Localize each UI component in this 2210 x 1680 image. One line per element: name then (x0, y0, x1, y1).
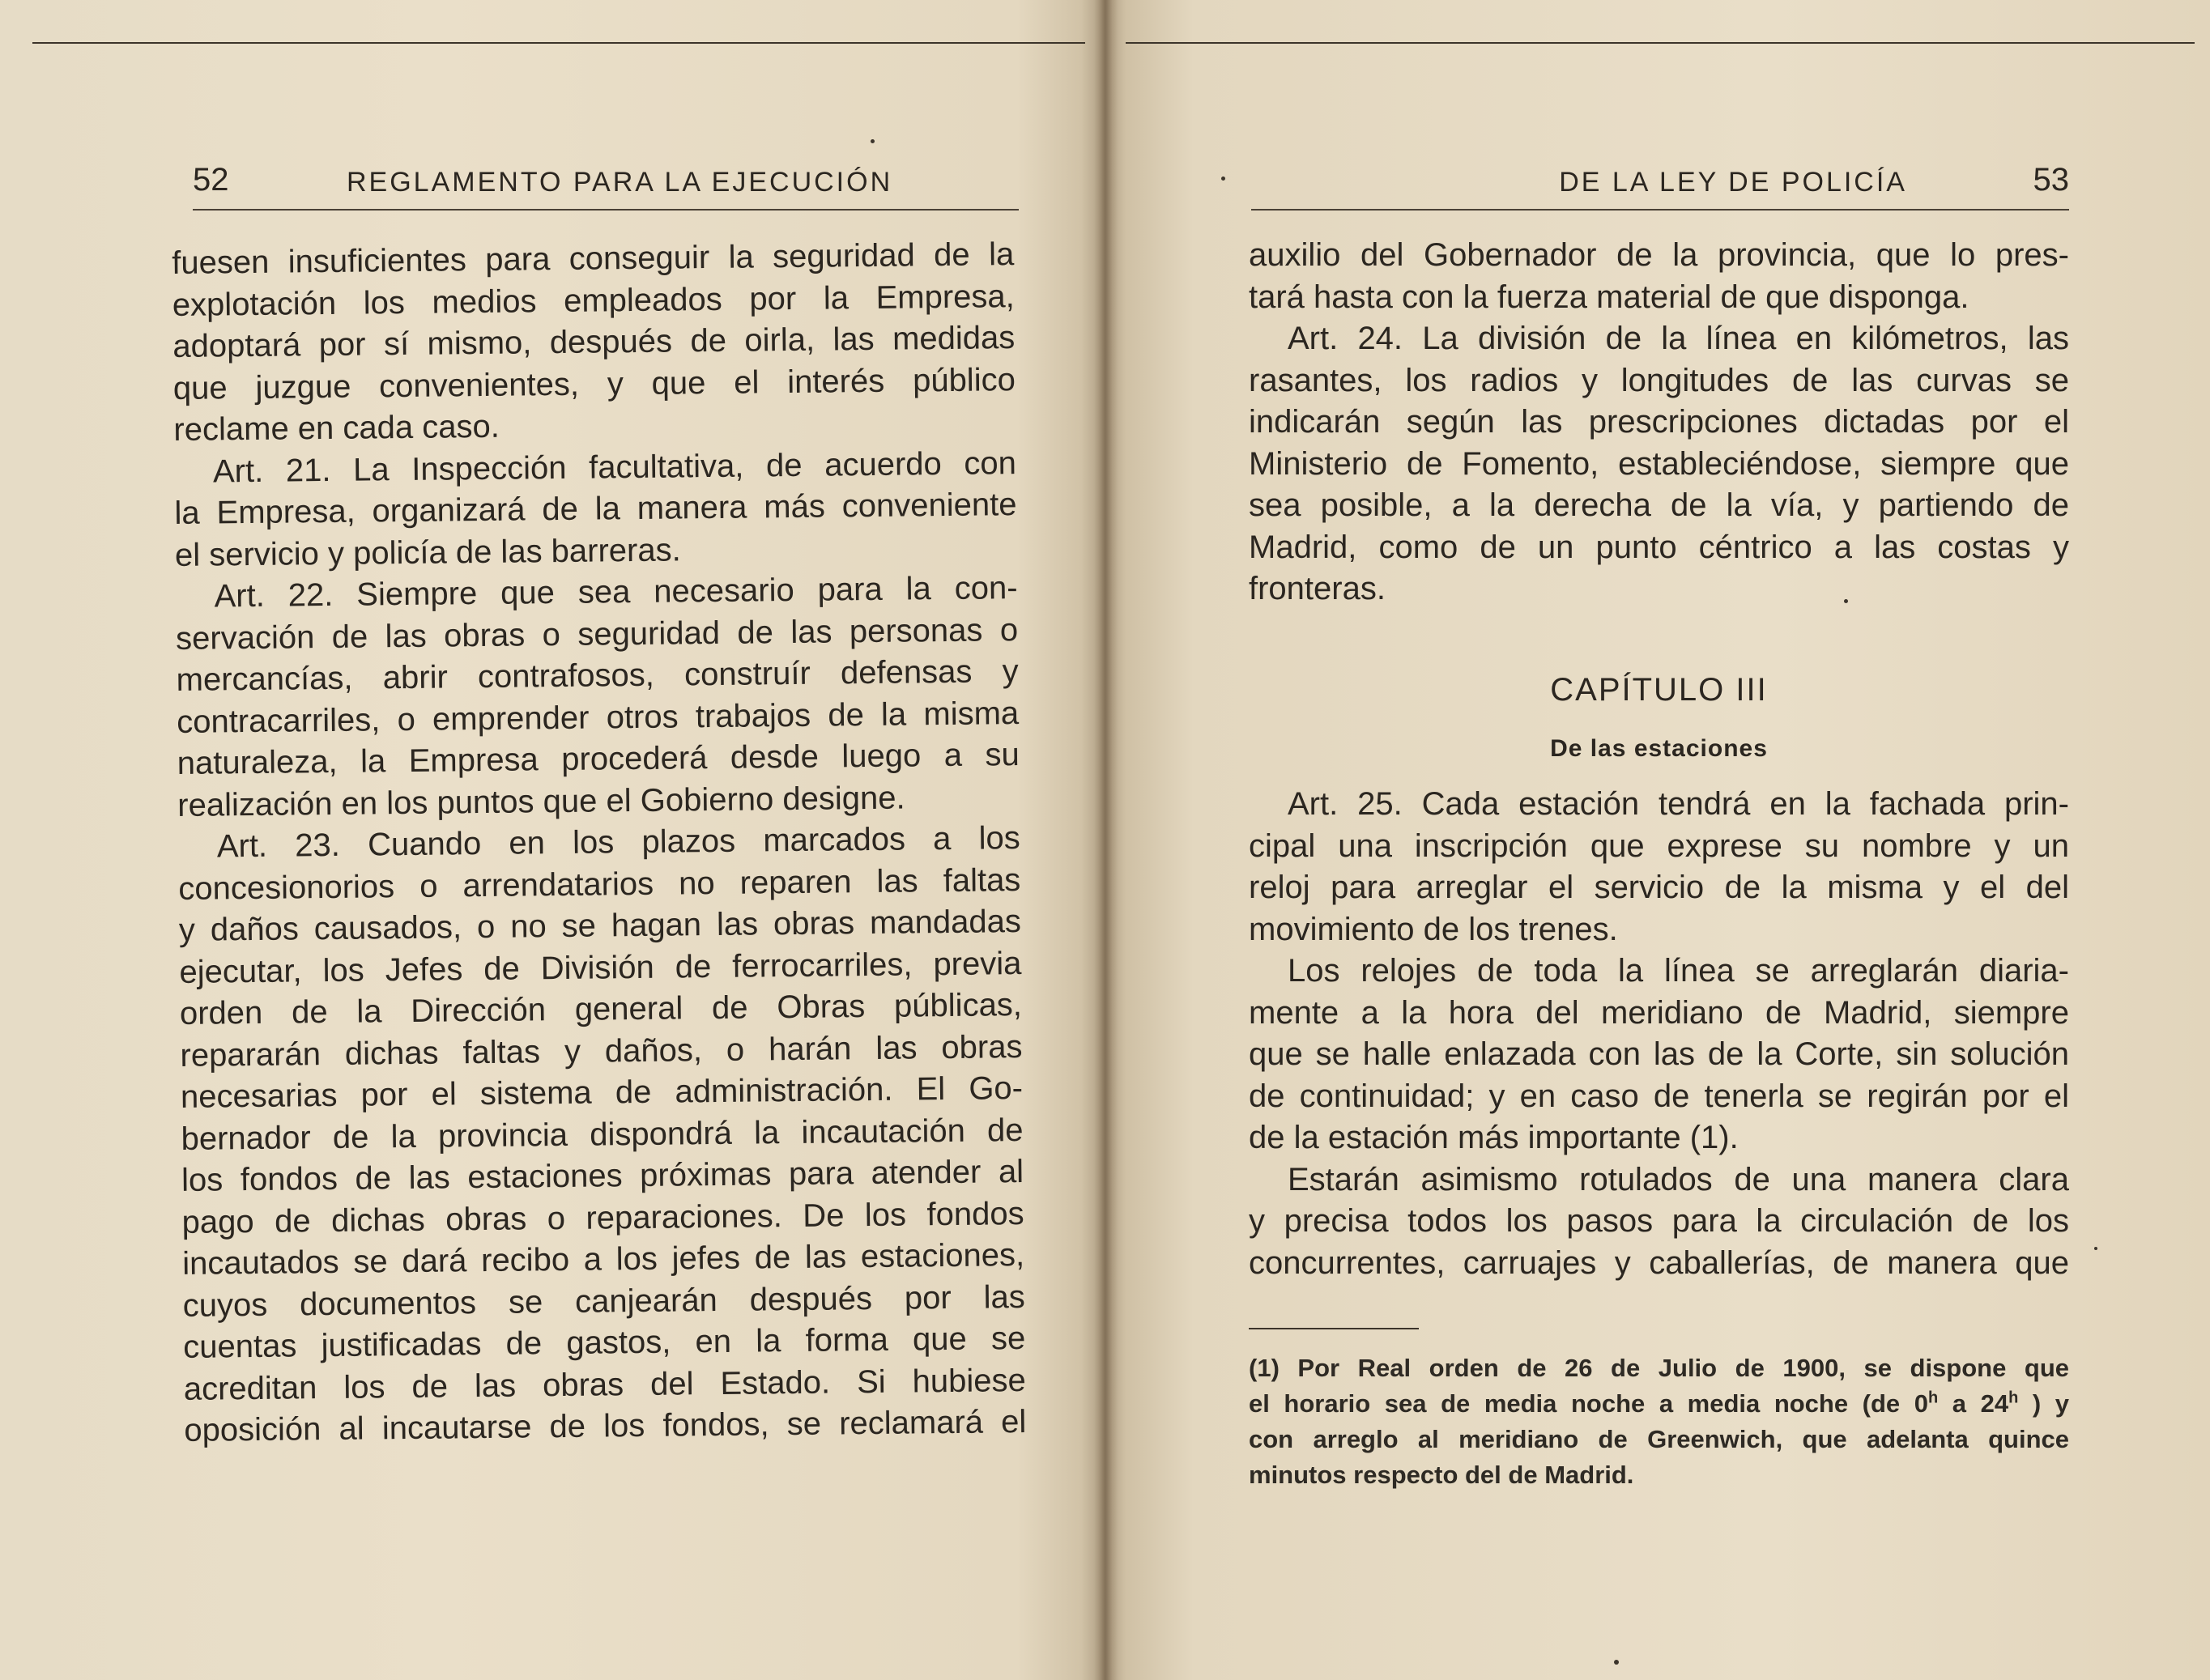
text-line: necesarias por el sistema de administración. El Go- (180, 1070, 1024, 1115)
top-rule (32, 42, 1085, 44)
text-line: adoptará por sí mismo, después de oirla, las medidas (172, 320, 1016, 364)
text-line: concurrentes, carruajes y caballerías, de manera que (1249, 1244, 2069, 1281)
text-line: que se halle enlazada con las de la Corte, sin solución (1249, 1036, 2069, 1072)
text-line: y precisa todos los pasos para la circulación de los (1249, 1203, 2069, 1239)
text-line: Art. 24. La división de la línea en kilómetros, las (1288, 321, 2069, 356)
text-line: reloj para arreglar el servicio de la misma y el del (1249, 870, 2069, 905)
footnote-text: el horario sea de media noche a media noche (de 0 (1249, 1389, 1928, 1418)
text-line: naturaleza, la Empresa procederá desde luego a su (177, 737, 1020, 781)
text-line: orden de la Dirección general de Obras públicas, (179, 987, 1023, 1031)
superscript: h (2008, 1389, 2019, 1407)
text-line: Art. 25. Cada estación tendrá en la fachada prin- (1288, 786, 2069, 822)
footnote-line: con arreglo al meridiano de Greenwich, que adelanta quince (1249, 1425, 2069, 1453)
header-rule (1251, 209, 2069, 211)
text-line: ejecutar, los Jefes de División de ferrocarriles, previa (179, 945, 1022, 990)
text-line: auxilio del Gobernador de la provincia, que lo pres- (1249, 237, 2069, 273)
right-page (1109, 0, 2210, 1680)
page-number: 53 (2033, 162, 2069, 198)
footnote-text: a 24 (1938, 1389, 2009, 1418)
running-header (1251, 162, 2069, 211)
footnote-line: (1) Por Real orden de 26 de Julio de 1900, se dispone que (1249, 1354, 2069, 1382)
text-line: de continuidad; y en caso de tenerla se regirán por el (1249, 1078, 2069, 1114)
chapter-subtitle: De las estaciones (1550, 735, 1768, 762)
text-line: reclame en cada caso. (173, 408, 500, 448)
footnote-rule (1249, 1328, 1419, 1329)
body-text-continued (1249, 784, 2069, 1284)
text-line: movimiento de los trenes. (1249, 911, 1618, 947)
text-line: incautados se dará recibo a los jefes de las estaciones, (181, 1237, 1025, 1282)
text-line: repararán dichas faltas y daños, o harán las obras (180, 1028, 1023, 1074)
text-line: concesionorios o arrendatarios no reparen las faltas (178, 861, 1021, 907)
superscript: h (1927, 1389, 1939, 1407)
paper-speck (1844, 599, 1848, 603)
text-line: explotación los medios empleados por la Empresa, (172, 278, 1015, 323)
text-line: sea posible, a la derecha de la vía, y partiendo de (1249, 487, 2069, 523)
text-line: realización en los puntos que el Gobierno designe. (177, 780, 905, 823)
text-line: rasantes, los radios y longitudes de las curvas se (1249, 362, 2069, 398)
text-line: cuyos documentos se canjearán después por las (182, 1278, 1025, 1324)
text-line: servación de las obras o seguridad de las personas o (175, 611, 1019, 657)
footnote-line (1249, 1386, 2069, 1422)
text-line: fronteras. (1249, 571, 1386, 606)
text-line: de la estación más importante (1). (1249, 1120, 1739, 1155)
text-line: cuentas justificadas de gastos, en la forma que se (183, 1321, 1026, 1365)
header-rule (193, 209, 1019, 211)
footnote (1249, 1350, 2069, 1493)
paper-speck (871, 139, 875, 143)
running-head-title: DE LA LEY DE POLICÍA (1559, 167, 1907, 198)
body-text (172, 234, 1027, 1452)
page-number: 52 (193, 162, 229, 198)
text-line: Art. 21. La Inspección facultativa, de acuerdo con (212, 444, 1017, 489)
running-header (193, 162, 1019, 211)
text-line: y daños causados, o no se hagan las obras mandadas (178, 904, 1022, 948)
text-line: cipal una inscripción que exprese su nombre y un (1249, 827, 2069, 864)
text-line: fuesen insuficientes para conseguir la seguridad de la (172, 236, 1015, 281)
text-line: la Empresa, organizará de la manera más conveniente (174, 487, 1017, 531)
text-line: Art. 23. Cuando en los plazos marcados a los (216, 820, 1020, 865)
text-line: mente a la hora del meridiano de Madrid, siempre (1249, 994, 2069, 1031)
text-line: tará hasta con la fuerza material de que disponga. (1249, 279, 1969, 315)
running-head-title: REGLAMENTO PARA LA EJECUCIÓN (347, 167, 893, 198)
text-line: bernador de la provincia dispondrá la incautación de (181, 1112, 1024, 1157)
footnote-line: minutos respecto del de Madrid. (1249, 1461, 1634, 1489)
text-line: Estarán asimismo rotulados de una manera clara (1288, 1161, 2069, 1197)
chapter-title: CAPÍTULO III (1550, 672, 1768, 708)
text-line: Ministerio de Fomento, estableciéndose, siempre que (1249, 445, 2069, 482)
top-rule (1126, 42, 2195, 44)
text-line: los fondos de las estaciones próximas para atender al (181, 1154, 1024, 1198)
text-line: mercancías, abrir contrafosos, construír defensas y (176, 653, 1019, 698)
paper-speck (1614, 1660, 1619, 1665)
paper-speck (2094, 1247, 2097, 1250)
text-line: Art. 22. Siempre que sea necesario para la con- (214, 570, 1018, 615)
text-line: contracarriles, o emprender otros trabajos de la misma (176, 695, 1020, 740)
left-page (0, 0, 1101, 1680)
text-line: Los relojes de toda la línea se arreglarán diaria- (1288, 953, 2069, 989)
footnote-text: ) y (2018, 1389, 2069, 1418)
text-line: pago de dichas obras o reparaciones. De los fondos (181, 1195, 1024, 1240)
text-line: indicarán según las prescripciones dictadas por el (1249, 404, 2069, 440)
paper-speck (1221, 177, 1225, 181)
text-line: Madrid, como de un punto céntrico a las costas y (1249, 529, 2069, 565)
body-text (1249, 235, 2069, 610)
text-line: oposición al incautarse de los fondos, se reclamará el (184, 1404, 1027, 1448)
text-line: acreditan los de las obras del Estado. Si hubiese (183, 1362, 1026, 1407)
text-line: que juzgue convenientes, y que el interés público (172, 361, 1016, 406)
text-line: el servicio y policía de las barreras. (174, 531, 681, 573)
